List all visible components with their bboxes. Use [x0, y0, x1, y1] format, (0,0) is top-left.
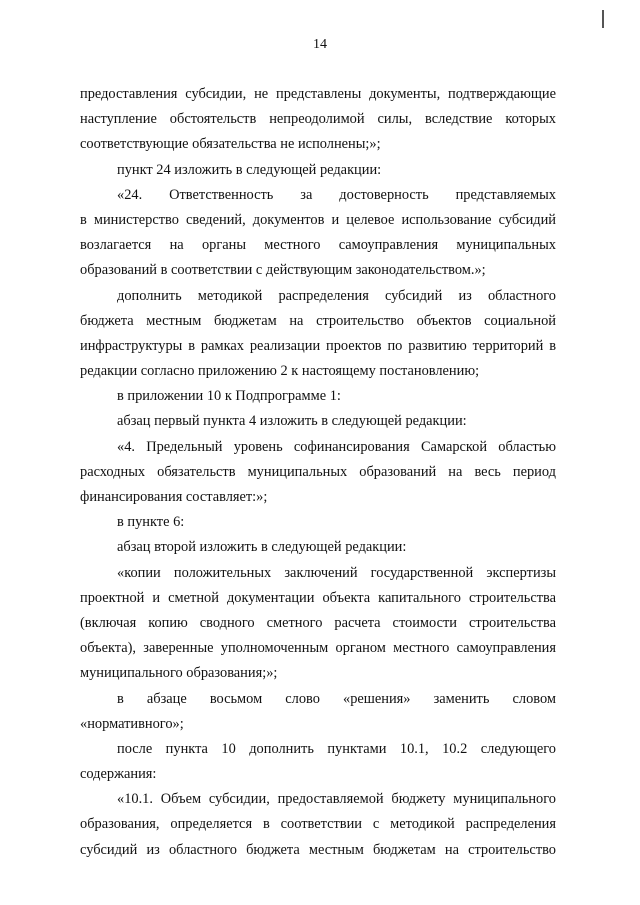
text-line: абзац второй изложить в следующей редакции:: [117, 539, 407, 556]
text-line: абзац первый пункта 4 изложить в следующей редакции:: [117, 413, 467, 430]
text-line: предоставления субсидии, не представлены документы, подтверждающие: [80, 86, 556, 102]
text-line: инфраструктуры в рамках реализации проектов по развитию территорий в: [80, 337, 556, 354]
text-line: «24. Ответственность за достоверность представляемых: [117, 186, 556, 203]
text-line: содержания:: [80, 766, 157, 783]
text-line: дополнить методикой распределения субсидий из областного: [117, 287, 556, 304]
text-line: муниципального образования;»;: [80, 665, 278, 682]
text-line: субсидий из областного бюджета местным бюджетам на строительство: [80, 841, 556, 858]
text-line: бюджета местным бюджетам на строительство объектов социальной: [80, 312, 556, 329]
text-line: возлагается на органы местного самоуправления муниципальных: [80, 237, 556, 254]
text-line: «4. Предельный уровень софинансирования Самарской областью: [117, 438, 556, 455]
text-line: редакции согласно приложению 2 к настоящему постановлению;: [80, 363, 480, 380]
text-line: образований в соответствии с действующим законодательством.»;: [80, 262, 486, 279]
text-line: «10.1. Объем субсидии, предоставляемой бюджету муниципального: [117, 791, 556, 808]
text-line: проектной и сметной документации объекта капитального строительства: [80, 589, 556, 606]
text-line: «нормативного»;: [80, 715, 184, 732]
text-line: в министерство сведений, документов и целевое использование субсидий: [80, 211, 556, 228]
text-line: соответствующие обязательства не исполнены;»;: [80, 136, 381, 153]
text-line: пункт 24 изложить в следующей редакции:: [117, 161, 382, 178]
text-line: в абзаце восьмом слово «решения» заменить словом: [117, 690, 556, 707]
text-line: образования, определяется в соответствии с методикой распределения: [80, 816, 556, 833]
scan-edge-mark: [602, 10, 604, 28]
text-line: в приложении 10 к Подпрограмме 1:: [117, 388, 341, 405]
text-line: после пункта 10 дополнить пунктами 10.1, 10.2 следующего: [117, 740, 556, 757]
text-line: (включая копию сводного сметного расчета стоимости строительства: [80, 614, 556, 631]
page-number: 14: [313, 37, 327, 52]
text-line: в пункте 6:: [117, 514, 185, 531]
text-line: объекта), заверенные уполномоченным органом местного самоуправления: [80, 640, 556, 657]
text-line: «копии положительных заключений государственной экспертизы: [117, 564, 556, 581]
text-line: наступление обстоятельств непреодолимой силы, вследствие которых: [80, 111, 556, 128]
text-line: расходных обязательств муниципальных образований на весь период: [80, 463, 556, 480]
text-line: финансирования составляет:»;: [80, 489, 268, 505]
document-body: [80, 82, 556, 863]
